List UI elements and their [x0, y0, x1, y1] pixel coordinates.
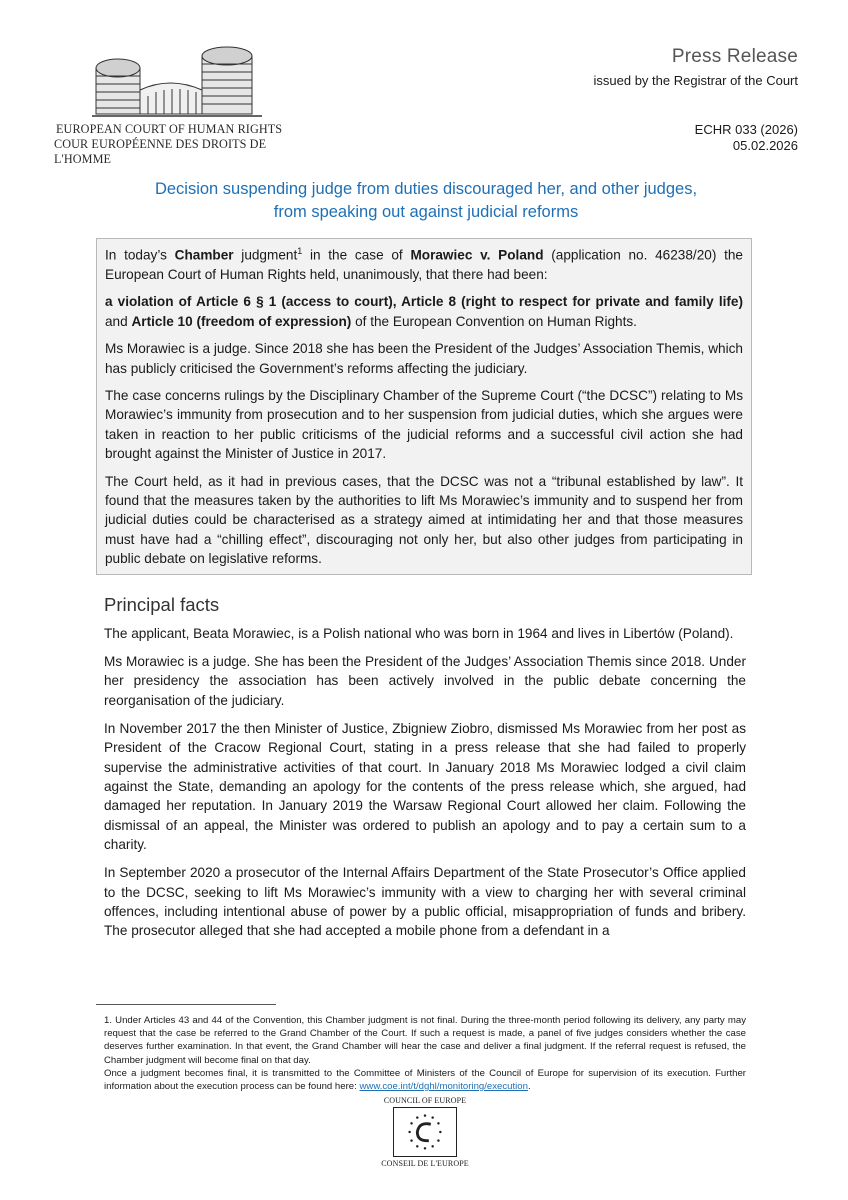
headline-line-2: from speaking out against judicial reforms: [273, 203, 579, 221]
section-title-principal-facts: Principal facts: [104, 594, 220, 615]
principal-facts-body: [104, 624, 746, 949]
summary-box: [96, 238, 752, 575]
footnote-ref[interactable]: 1: [297, 246, 303, 256]
press-release-heading: [594, 46, 799, 88]
text-run: of the European Convention on Human Rights.: [351, 313, 637, 329]
violation-articles: a violation of Article 6 § 1 (access to court), Article 8 (right to respect for private and family life): [105, 294, 743, 310]
body-paragraph: In November 2017 the then Minister of Justice, Zbigniew Ziobro, dismissed Ms Morawiec from her post as President of the Cracow Regional Court, stating in a press release that she had failed to properly supervise the administrative activities of that court. In January 2018 Ms Morawiec lodged a civil claim against the State, demanding an apology for the contents of the press release which, she argued, had damaged her reputation. In January 2019 the Warsaw Regional Court allowed her claim. Following the dismissal of an appeal, the Minister was ordered to publish an apology and to pay a certain sum to a charity.: [104, 720, 746, 853]
summary-paragraph-2: [105, 292, 743, 331]
violation-article-10: Article 10 (freedom of expression): [131, 313, 352, 329]
court-logo: [54, 46, 320, 167]
footnote-text-2: [104, 1067, 746, 1093]
council-name-en: COUNCIL OF EUROPE: [383, 1096, 467, 1105]
headline: [96, 178, 756, 224]
reference-block: [695, 122, 798, 154]
release-date: 05.02.2026: [732, 138, 798, 153]
text-run: and: [105, 313, 132, 329]
body-paragraph: The applicant, Beata Morawiec, is a Polish national who was born in 1964 and lives in Libertów (Poland).: [104, 626, 734, 641]
case-name: Morawiec v. Poland: [410, 247, 544, 263]
reference-number: ECHR 033 (2026): [694, 122, 798, 137]
body-paragraph: In September 2020 a prosecutor of the Internal Affairs Department of the State Prosecutor’s Office applied to the DCSC, seeking to lift Ms Morawiec’s immunity with a view to charging her with several criminal offences, including intentional abuse of power by a public official, misappropriation of funds and bribery. The prosecutor alleged that she had accepted a mobile phone from a defendant in a: [104, 865, 746, 939]
press-release-subtitle: issued by the Registrar of the Court: [593, 73, 798, 88]
court-name-en: EUROPEAN COURT OF HUMAN RIGHTS: [56, 122, 283, 136]
council-of-europe-logo: [370, 1096, 480, 1168]
text-run: judgment: [233, 247, 298, 263]
press-release-title: Press Release: [671, 46, 798, 67]
footnote-divider: [96, 1004, 276, 1005]
chamber-label: Chamber: [174, 247, 234, 263]
text-run: Once a judgment becomes final, it is transmitted to the Committee of Ministers of the Council of Europe for supervision of its execution. Further information about the execution process can be found here:: [104, 1067, 746, 1093]
summary-paragraph-3: Ms Morawiec is a judge. Since 2018 she has been the President of the Judges’ Association Themis, which has publicly criticised the Government’s reforms affecting the judiciary.: [105, 341, 743, 376]
court-building-icon: [92, 46, 284, 122]
headline-line-1: Decision suspending judge from duties discouraged her, and other judges,: [154, 180, 698, 198]
summary-paragraph-5: The Court held, as it had in previous cases, that the DCSC was not a “tribunal established by law”. It found that the measures taken by the authorities to lift Ms Morawiec’s immunity and to suspend her from judicial duties could be characterised as a strategy aimed at intimidating her and that those measures must have had a “chilling effect”, discouraging not only her, but also other judges from participating in public debate on legislative reforms.: [105, 473, 743, 567]
body-paragraph: Ms Morawiec is a judge. She has been the President of the Judges’ Association Themis since 2018. Under her presidency the association has been actively involved in the public debate concerning the reorganisation of the judiciary.: [104, 654, 746, 708]
summary-paragraph-1: [105, 242, 743, 284]
text-run: in the case of: [302, 247, 411, 263]
text-run: .: [527, 1081, 531, 1093]
text-run: In today’s: [105, 247, 175, 263]
text-run: (application no. 46238/20) the European Court of Human Rights held, unanimously, that there had been:: [105, 247, 743, 282]
footnote: [104, 1014, 746, 1093]
summary-paragraph-4: The case concerns rulings by the Disciplinary Chamber of the Supreme Court (“the DCSC”) relating to Ms Morawiec’s immunity from prosecution and to her suspension from judicial duties, which she argues were taken in reaction to her public criticisms of the judicial reforms and a successful civil action she had brought against the Minister of Justice in 2017.: [105, 387, 743, 462]
council-emblem-icon: [393, 1107, 457, 1157]
court-name: [54, 122, 320, 167]
court-name-fr: COUR EUROPÉENNE DES DROITS DE L'HOMME: [54, 137, 267, 166]
execution-link[interactable]: www.coe.int/t/dghl/monitoring/execution: [359, 1081, 528, 1093]
council-name-fr: CONSEIL DE L'EUROPE: [381, 1159, 469, 1168]
footnote-text-1: 1. Under Articles 43 and 44 of the Convention, this Chamber judgment is not final. During the three-month period following its delivery, any party may request that the case be referred to the Grand Chamber of the Court. If such a request is made, a panel of five judges considers whether the case deserves further examination. In that event, the Grand Chamber will hear the case and deliver a final judgment. If the referral request is refused, the Chamber judgment will become final on that day.: [104, 1015, 746, 1066]
